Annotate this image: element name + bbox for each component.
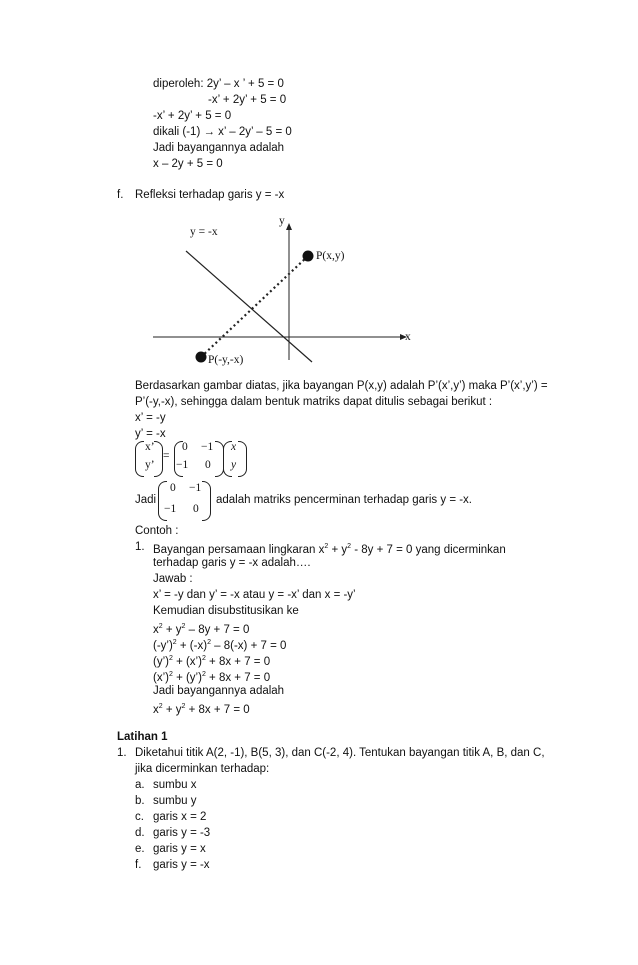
superscript: 2 <box>172 639 177 646</box>
latihan-title: Latihan 1 <box>117 731 168 743</box>
matrix-entry: x’ <box>145 441 155 453</box>
eq-part: (y’) <box>153 656 169 668</box>
superscript: 2 <box>207 639 211 646</box>
exercise-question: Diketahui titik A(2, -1), B(5, 3), dan C(-2, 4). Tentukan bayangan titik A, B, dan C, <box>135 747 545 759</box>
option-text: garis y = -3 <box>153 827 211 839</box>
text-line: -x’ + 2y’ + 5 = 0 <box>208 94 287 106</box>
answer-line: x’ = -y dan y’ = -x atau y = -x’ dan x = -y’ <box>153 589 356 601</box>
superscript: 2 <box>158 703 163 710</box>
superscript: 2 <box>181 623 186 630</box>
left-paren <box>158 481 167 521</box>
question-text: + y <box>328 544 348 556</box>
right-paren <box>154 441 163 477</box>
superscript: 2 <box>181 703 186 710</box>
matrix-entry: −1 <box>201 441 214 453</box>
superscript: 2 <box>324 543 329 550</box>
point-p-label: P(x,y) <box>316 250 345 262</box>
contoh-label: Contoh : <box>135 525 179 537</box>
eq-part: + (y’) <box>172 672 202 684</box>
superscript: 2 <box>201 671 206 678</box>
text-line: Jadi bayangannya adalah <box>153 142 285 154</box>
superscript: 2 <box>201 655 206 662</box>
matrix-entry: x <box>231 441 237 453</box>
matrix-entry: 0 <box>205 459 211 471</box>
eq-part: (x’) <box>153 672 169 684</box>
section-title: Refleksi terhadap garis y = -x <box>135 189 285 201</box>
eq-part: – 8(-x) + 7 = 0 <box>210 640 287 652</box>
line-y-neg-x <box>186 251 312 362</box>
y-axis-arrow-icon <box>286 223 292 230</box>
text-line: x – 2y + 5 = 0 <box>153 158 223 170</box>
y-axis-label: y <box>279 215 285 227</box>
eq-part: + 8x + 7 = 0 <box>205 672 271 684</box>
dotted-segment <box>201 256 308 357</box>
paragraph-line: y’ = -x <box>135 428 166 440</box>
question-line: terhadap garis y = -x adalah…. <box>153 557 311 569</box>
eq-part: + 8x + 7 = 0 <box>185 704 250 716</box>
option-text: sumbu x <box>153 779 197 791</box>
section-letter: f. <box>117 189 124 201</box>
option-letter: b. <box>135 795 145 807</box>
question-text: Bayangan persamaan lingkaran x <box>153 544 325 556</box>
right-paren <box>202 481 211 521</box>
conclusion-line: Jadi bayangannya adalah <box>153 685 285 697</box>
matrix-entry: −1 <box>176 459 189 471</box>
eq-part: (-y’) <box>153 640 173 652</box>
eq-part: + (-x) <box>176 640 208 652</box>
question-text: - 8y + 7 = 0 yang dicerminkan <box>351 544 506 556</box>
point-p-prime-marker <box>196 352 207 363</box>
text-line: dikali (-1) → x’ – 2y’ – 5 = 0 <box>153 126 292 138</box>
eq-part: + y <box>162 704 182 716</box>
option-letter: c. <box>135 811 144 823</box>
eq-part: + y <box>162 624 182 636</box>
paragraph-line: P’(-y,-x), sehingga dalam bentuk matriks dapat ditulis sebagai berikut : <box>135 396 493 408</box>
eq-part: – 8y + 7 = 0 <box>185 624 250 636</box>
matrix-entry: 0 <box>193 503 199 515</box>
jawab-label: Jawab : <box>153 573 193 585</box>
eq-part: + 8x + 7 = 0 <box>205 656 271 668</box>
matrix-entry: −1 <box>164 503 177 515</box>
line-label: y = -x <box>190 226 218 238</box>
option-letter: f. <box>135 859 142 871</box>
matrix-entry: 0 <box>182 441 188 453</box>
matrix-entry: −1 <box>189 482 202 494</box>
option-letter: d. <box>135 827 145 839</box>
x-axis-label: x <box>405 331 411 343</box>
option-text: garis x = 2 <box>153 811 207 823</box>
left-paren <box>135 441 144 477</box>
option-text: sumbu y <box>153 795 197 807</box>
equals-sign: = <box>163 450 170 462</box>
paragraph-line: x’ = -y <box>135 412 166 424</box>
text-line: -x’ + 2y’ + 5 = 0 <box>153 110 232 122</box>
answer-line: Kemudian disubstitusikan ke <box>153 605 299 617</box>
equation-line <box>153 699 250 718</box>
exercise-question: jika dicerminkan terhadap: <box>135 763 270 775</box>
eq-part: + (x’) <box>172 656 202 668</box>
eq-part: x <box>153 704 159 716</box>
option-letter: a. <box>135 779 145 791</box>
text-line: diperoleh: 2y’ – x ’ + 5 = 0 <box>153 78 284 90</box>
matrix-entry: y’ <box>145 459 155 471</box>
option-text: garis y = x <box>153 843 206 855</box>
option-text: garis y = -x <box>153 859 210 871</box>
right-paren <box>238 441 247 477</box>
matrix-entry: y <box>231 459 237 471</box>
superscript: 2 <box>168 671 173 678</box>
jadi-suffix: adalah matriks pencerminan terhadap garis y = -x. <box>216 494 473 506</box>
paragraph-line: Berdasarkan gambar diatas, jika bayangan P(x,y) adalah P’(x’,y’) maka P’(x’,y’) = <box>135 380 548 392</box>
superscript: 2 <box>158 623 163 630</box>
point-p-prime-label: P(-y,-x) <box>208 354 244 366</box>
jadi-prefix: Jadi <box>135 494 157 506</box>
point-p-marker <box>303 251 314 262</box>
eq-part: x <box>153 624 159 636</box>
list-number: 1. <box>135 541 145 553</box>
matrix-entry: 0 <box>170 482 176 494</box>
superscript: 2 <box>168 655 173 662</box>
superscript: 2 <box>347 543 352 550</box>
list-number: 1. <box>117 747 127 759</box>
option-letter: e. <box>135 843 145 855</box>
